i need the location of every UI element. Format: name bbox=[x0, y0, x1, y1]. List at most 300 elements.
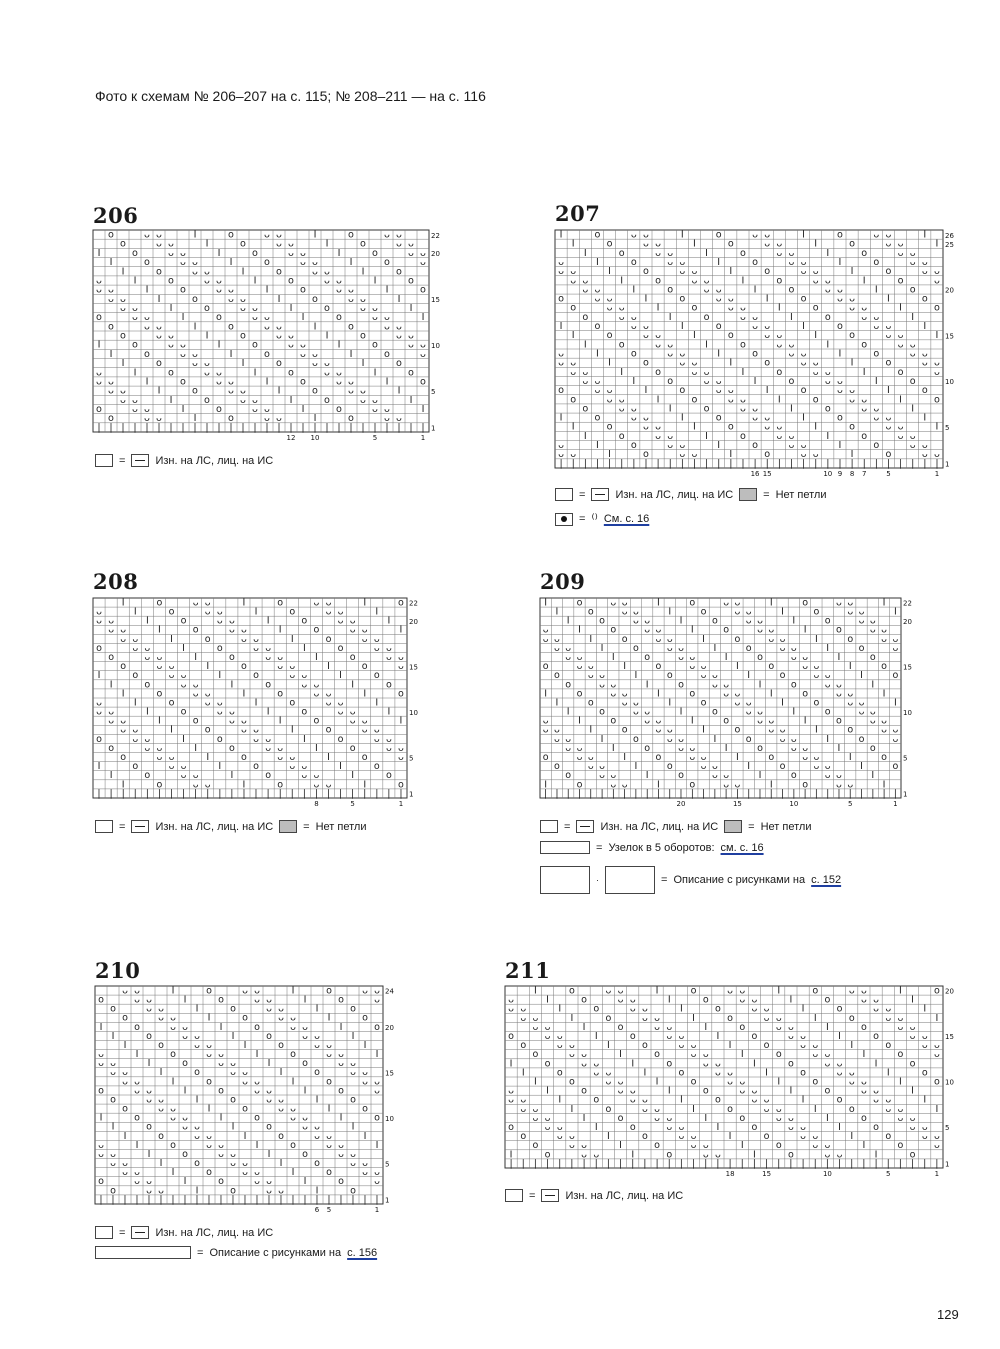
stitch-symbol: ᴗ bbox=[558, 266, 565, 278]
stitch-symbol: o bbox=[277, 597, 284, 609]
stitch-symbol: ᴗ bbox=[120, 394, 126, 406]
stitch-symbol: Ⅰ bbox=[753, 375, 757, 387]
stitch-symbol: o bbox=[156, 688, 163, 700]
stitch-symbol: Ⅰ bbox=[887, 293, 890, 305]
stitch-symbol: ᴗ bbox=[800, 256, 807, 268]
stitch-symbol: o bbox=[666, 1058, 673, 1070]
stitch-symbol: o bbox=[338, 1176, 344, 1188]
stitch-symbol: o bbox=[606, 238, 613, 250]
stitch-symbol: ᴗ bbox=[581, 1149, 588, 1161]
stitch-symbol: Ⅰ bbox=[623, 661, 627, 673]
stitch-symbol: o bbox=[204, 394, 210, 406]
column-number: 10 bbox=[822, 1170, 832, 1178]
stitch-symbol: ᴗ bbox=[158, 1094, 164, 1106]
bobble-icon bbox=[555, 513, 573, 526]
row-number: 1 bbox=[945, 1160, 950, 1169]
stitch-symbol: ᴗ bbox=[204, 597, 211, 609]
stitch-symbol: ᴗ bbox=[745, 615, 752, 627]
column-number: 1 bbox=[374, 1206, 380, 1214]
stitch-symbol: ᴗ bbox=[98, 1148, 104, 1160]
stitch-symbol: ᴗ bbox=[373, 642, 380, 654]
stitch-symbol: ᴗ bbox=[655, 633, 662, 645]
stitch-symbol: | bbox=[277, 422, 281, 434]
stitch-symbol: o bbox=[921, 385, 928, 397]
stitch-symbol: | bbox=[109, 422, 113, 434]
stitch-symbol: ᴗ bbox=[869, 715, 876, 727]
stitch-symbol: Ⅰ bbox=[596, 348, 599, 360]
stitch-symbol: | bbox=[409, 422, 413, 434]
stitch-symbol: ᴗ bbox=[374, 1176, 380, 1188]
column-number: 5 bbox=[886, 470, 891, 478]
stitch-symbol: ᴗ bbox=[703, 375, 710, 387]
stitch-symbol: Ⅰ bbox=[135, 1139, 139, 1151]
stitch-symbol: o bbox=[751, 1121, 758, 1133]
stitch-symbol: o bbox=[576, 688, 583, 700]
stitch-symbol: o bbox=[337, 733, 344, 745]
stitch-symbol: Ⅰ bbox=[680, 321, 684, 333]
stitch-symbol: ᴗ bbox=[252, 403, 258, 415]
stitch-symbol: | bbox=[741, 458, 745, 470]
stitch-symbol: ᴗ bbox=[581, 1058, 588, 1070]
stitch-symbol: o bbox=[554, 761, 560, 773]
stitch-symbol: ᴗ bbox=[265, 742, 272, 754]
stitch-symbol: o bbox=[739, 1021, 746, 1033]
stitch-symbol: | bbox=[521, 1158, 525, 1170]
stitch-symbol: Ⅰ bbox=[862, 1049, 866, 1061]
stitch-symbol: ᴗ bbox=[544, 1021, 551, 1033]
stitch-symbol: ᴗ bbox=[836, 284, 843, 296]
stitch-symbol: Ⅰ bbox=[814, 421, 818, 433]
stitch-symbol: o bbox=[300, 284, 306, 296]
stitch-symbol: ᴗ bbox=[885, 1103, 892, 1115]
stitch-symbol: ᴗ bbox=[881, 624, 887, 636]
stitch-symbol: | bbox=[898, 1158, 903, 1170]
stitch-symbol: ᴗ bbox=[204, 275, 210, 287]
stitch-symbol: ᴗ bbox=[544, 1112, 551, 1124]
stitch-symbol: | bbox=[290, 788, 294, 800]
stitch-symbol: Ⅰ bbox=[679, 706, 683, 718]
stitch-symbol: Ⅰ bbox=[279, 1158, 283, 1170]
row-number: 10 bbox=[945, 378, 954, 387]
stitch-symbol: ᴗ bbox=[337, 615, 344, 627]
stitch-symbol: ᴗ bbox=[108, 376, 114, 388]
stitch-symbol: ᴗ bbox=[230, 1067, 236, 1079]
stitch-symbol: o bbox=[666, 670, 673, 682]
stitch-symbol: Ⅰ bbox=[279, 1067, 283, 1079]
stitch-symbol: | bbox=[279, 1194, 283, 1206]
stitch-symbol: | bbox=[814, 788, 818, 800]
stitch-symbol: Ⅰ bbox=[171, 1167, 175, 1179]
stitch-symbol: ᴗ bbox=[678, 1131, 685, 1143]
stitch-symbol: Ⅰ bbox=[850, 1040, 854, 1052]
stitch-symbol: ᴗ bbox=[800, 266, 807, 278]
stitch-symbol: o bbox=[360, 238, 366, 250]
stitch-symbol: Ⅰ bbox=[337, 247, 341, 259]
stitch-symbol: Ⅰ bbox=[935, 421, 939, 433]
stitch-symbol: o bbox=[745, 642, 752, 654]
row-number: 22 bbox=[431, 231, 440, 240]
stitch-symbol: ᴗ bbox=[715, 284, 722, 296]
stitch-symbol: o bbox=[715, 412, 722, 424]
stitch-symbol: o bbox=[581, 994, 588, 1006]
stitch-symbol: ᴗ bbox=[739, 1085, 746, 1097]
stitch-symbol: ᴗ bbox=[420, 247, 426, 259]
stitch-symbol: o bbox=[763, 1131, 770, 1143]
stitch-symbol: Ⅰ bbox=[882, 597, 886, 609]
stitch-symbol: ᴗ bbox=[565, 742, 572, 754]
stitch-symbol: ᴗ bbox=[253, 633, 259, 645]
stitch-symbol: Ⅰ bbox=[363, 688, 367, 700]
stitch-symbol: o bbox=[599, 615, 605, 627]
stitch-symbol: ᴗ bbox=[254, 1167, 260, 1179]
stitch-symbol: o bbox=[542, 752, 549, 763]
stitch-symbol: o bbox=[336, 312, 342, 324]
stitch-symbol: | bbox=[195, 1194, 199, 1206]
stitch-symbol: Ⅰ bbox=[361, 358, 365, 370]
stitch-symbol: ᴗ bbox=[723, 688, 730, 700]
stitch-symbol: ᴗ bbox=[644, 615, 651, 627]
stitch-symbol: | bbox=[848, 788, 852, 800]
stitch-symbol: o bbox=[921, 293, 928, 305]
stitch-symbol: o bbox=[757, 742, 763, 754]
stitch-symbol: ᴗ bbox=[277, 661, 284, 673]
stitch-symbol: | bbox=[874, 1158, 878, 1170]
stitch-symbol: ᴗ bbox=[146, 1176, 152, 1188]
stitch-symbol: ᴗ bbox=[700, 670, 707, 682]
stitch-symbol: Ⅰ bbox=[351, 679, 355, 691]
stitch-symbol: o bbox=[230, 1185, 236, 1197]
stitch-symbol: Ⅰ bbox=[882, 688, 886, 700]
pattern-number-209: 209 bbox=[540, 569, 586, 594]
stitch-symbol: o bbox=[398, 688, 404, 700]
stitch-symbol: o bbox=[180, 376, 186, 388]
stitch-symbol: o bbox=[802, 597, 809, 609]
stitch-symbol: ᴗ bbox=[909, 430, 916, 442]
stitch-symbol: ᴗ bbox=[788, 339, 795, 351]
stitch-symbol: ᴗ bbox=[266, 1185, 272, 1197]
stitch-symbol: ᴗ bbox=[909, 1021, 916, 1033]
stitch-symbol: Ⅰ bbox=[181, 403, 185, 415]
stitch-symbol: | bbox=[753, 458, 757, 470]
stitch-symbol: ᴗ bbox=[146, 1003, 152, 1015]
stitch-symbol: o bbox=[301, 615, 308, 627]
stitch-symbol: Ⅰ bbox=[555, 697, 559, 709]
stitch-symbol: ᴗ bbox=[630, 229, 637, 241]
stitch-symbol: ᴗ bbox=[276, 229, 282, 241]
stitch-symbol: Ⅰ bbox=[657, 688, 660, 700]
stitch-symbol: Ⅰ bbox=[837, 742, 841, 754]
stitch-symbol: o bbox=[96, 403, 102, 415]
stitch-symbol: ᴗ bbox=[192, 597, 199, 609]
stitch-symbol: Ⅰ bbox=[183, 1176, 187, 1188]
stitch-symbol: ᴗ bbox=[632, 615, 639, 627]
stitch-symbol: ᴗ bbox=[277, 742, 284, 754]
stitch-symbol: ᴗ bbox=[642, 229, 649, 241]
stitch-symbol: Ⅰ bbox=[634, 761, 638, 773]
stitch-symbol: ᴗ bbox=[362, 1158, 368, 1170]
stitch-symbol: ᴗ bbox=[134, 985, 140, 997]
stitch-symbol: o bbox=[168, 697, 175, 709]
stitch-symbol: Ⅰ bbox=[582, 1112, 586, 1124]
stitch-symbol: | bbox=[291, 1194, 295, 1206]
stitch-symbol: Ⅰ bbox=[656, 394, 660, 406]
knitting-chart-211 bbox=[505, 986, 957, 1178]
stitch-symbol: Ⅰ bbox=[121, 597, 125, 609]
stitch-symbol: ᴗ bbox=[385, 642, 392, 654]
stitch-symbol: Ⅰ bbox=[717, 440, 721, 452]
stitch-symbol: ᴗ bbox=[252, 312, 258, 324]
stitch-symbol: Ⅰ bbox=[747, 670, 751, 682]
stitch-symbol: ᴗ bbox=[110, 1058, 116, 1070]
stitch-symbol: Ⅰ bbox=[619, 1140, 622, 1152]
stitch-symbol: ᴗ bbox=[361, 633, 368, 645]
stitch-symbol: o bbox=[836, 412, 843, 424]
stitch-symbol: | bbox=[780, 788, 785, 800]
stitch-symbol: Ⅰ bbox=[765, 385, 769, 397]
stitch-symbol: ᴗ bbox=[836, 679, 842, 691]
stitch-symbol: ᴗ bbox=[824, 679, 831, 691]
stitch-symbol: o bbox=[788, 284, 795, 296]
stitch-symbol: Ⅰ bbox=[596, 256, 599, 268]
stitch-symbol: Ⅰ bbox=[705, 339, 708, 351]
stitch-symbol: Ⅰ bbox=[242, 779, 246, 791]
stitch-symbol: o bbox=[714, 1003, 721, 1015]
stitch-symbol: Ⅰ bbox=[693, 421, 696, 433]
stitch-symbol: ᴗ bbox=[836, 597, 842, 609]
stitch-symbol: o bbox=[120, 238, 126, 250]
stitch-symbol: ᴗ bbox=[122, 985, 128, 997]
stitch-symbol: Ⅰ bbox=[534, 1076, 537, 1088]
stitch-symbol: ᴗ bbox=[714, 1149, 721, 1161]
stitch-symbol: ᴗ bbox=[678, 733, 684, 745]
stitch-symbol: o bbox=[812, 394, 819, 406]
stitch-symbol: ᴗ bbox=[96, 275, 102, 287]
stitch-symbol: ᴗ bbox=[617, 985, 624, 997]
stitch-symbol: ᴗ bbox=[739, 302, 746, 314]
stitch-symbol: o bbox=[508, 1030, 515, 1042]
stitch-symbol: Ⅰ bbox=[170, 633, 173, 645]
knitting-chart-209 bbox=[540, 598, 915, 808]
stitch-symbol: o bbox=[360, 330, 366, 342]
stitch-symbol: o bbox=[206, 1076, 212, 1088]
stitch-symbol: ᴗ bbox=[240, 385, 246, 397]
stitch-symbol: ᴗ bbox=[350, 1067, 356, 1079]
stitch-symbol: o bbox=[885, 357, 892, 369]
stitch-symbol: o bbox=[739, 1112, 746, 1124]
stitch-symbol: o bbox=[800, 293, 807, 305]
stitch-symbol: o bbox=[300, 376, 306, 388]
stitch-symbol: ᴗ bbox=[582, 366, 589, 378]
stitch-symbol: Ⅰ bbox=[838, 1030, 841, 1042]
stitch-symbol: Ⅰ bbox=[243, 1130, 247, 1142]
stitch-symbol: ᴗ bbox=[909, 339, 916, 351]
stitch-symbol: o bbox=[812, 985, 819, 997]
stitch-symbol: Ⅰ bbox=[645, 770, 649, 782]
stitch-symbol: Ⅰ bbox=[121, 688, 125, 700]
stitch-symbol: ᴗ bbox=[703, 284, 710, 296]
stitch-symbol: ᴗ bbox=[158, 1103, 164, 1115]
stitch-symbol: Ⅰ bbox=[241, 358, 245, 370]
stitch-symbol: o bbox=[132, 761, 139, 773]
stitch-symbol: | bbox=[611, 788, 615, 800]
stitch-symbol: Ⅰ bbox=[327, 1103, 331, 1115]
stitch-symbol: ᴗ bbox=[230, 1058, 236, 1070]
column-number: 10 bbox=[789, 800, 799, 808]
stitch-symbol: Ⅰ bbox=[702, 724, 705, 736]
stitch-symbol: Ⅰ bbox=[183, 1085, 187, 1097]
stitch-symbol: ᴗ bbox=[170, 1103, 176, 1115]
stitch-symbol: ᴗ bbox=[667, 348, 674, 360]
stitch-symbol: ᴗ bbox=[508, 1003, 515, 1015]
stitch-symbol: | bbox=[814, 458, 818, 470]
stitch-symbol: ᴗ bbox=[689, 742, 696, 754]
stitch-symbol: Ⅰ bbox=[667, 994, 671, 1006]
stitch-symbol: Ⅰ bbox=[313, 321, 317, 333]
stitch-symbol: Ⅰ bbox=[571, 421, 575, 433]
stitch-symbol: ᴗ bbox=[290, 1012, 296, 1024]
stitch-symbol: ᴗ bbox=[144, 312, 150, 324]
stitch-symbol: Ⅰ bbox=[315, 1185, 319, 1197]
stitch-symbol: ᴗ bbox=[768, 724, 775, 736]
stitch-symbol: Ⅰ bbox=[301, 403, 305, 415]
stitch-symbol: ᴗ bbox=[144, 229, 150, 241]
stitch-symbol: ᴗ bbox=[265, 642, 272, 654]
stitch-symbol: o bbox=[644, 742, 651, 754]
stitch-symbol: o bbox=[727, 1103, 734, 1115]
stitch-symbol: | bbox=[349, 422, 353, 434]
column-number: 20 bbox=[676, 800, 686, 808]
stitch-symbol: o bbox=[813, 697, 820, 709]
legend-208-purl: = Изн. на ЛС, лиц. на ИС = Нет петли bbox=[95, 820, 366, 833]
stitch-symbol: | bbox=[680, 458, 684, 470]
stitch-symbol: Ⅰ bbox=[862, 1140, 866, 1152]
stitch-symbol: o bbox=[301, 706, 308, 718]
stitch-symbol: ᴗ bbox=[921, 1040, 928, 1052]
column-number: 6 bbox=[314, 1206, 320, 1214]
stitch-symbol: Ⅰ bbox=[315, 1094, 319, 1106]
stitch-symbol: ᴗ bbox=[98, 1049, 104, 1061]
stitch-symbol: | bbox=[159, 1194, 163, 1206]
stitch-symbol: ᴗ bbox=[240, 293, 246, 305]
stitch-symbol: ᴗ bbox=[885, 421, 892, 433]
stitch-symbol: o bbox=[587, 697, 594, 709]
stitch-symbol: ᴗ bbox=[134, 1167, 140, 1179]
stitch-symbol: Ⅰ bbox=[205, 330, 209, 342]
stitch-symbol: o bbox=[788, 375, 795, 387]
stitch-symbol: ᴗ bbox=[242, 1158, 248, 1170]
row-number: 5 bbox=[945, 1124, 950, 1133]
stitch-symbol: o bbox=[933, 394, 940, 406]
stitch-symbol: ᴗ bbox=[302, 1121, 308, 1133]
pattern-number-208: 208 bbox=[93, 569, 139, 594]
stitch-symbol: Ⅰ bbox=[231, 1030, 235, 1042]
stitch-symbol: Ⅰ bbox=[315, 1003, 319, 1015]
column-number: 10 bbox=[310, 434, 320, 442]
stitch-symbol: Ⅰ bbox=[874, 1149, 878, 1161]
stitch-symbol: Ⅰ bbox=[781, 606, 784, 618]
stitch-symbol: o bbox=[715, 321, 722, 333]
stitch-symbol: ᴗ bbox=[776, 421, 783, 433]
stitch-symbol: Ⅰ bbox=[121, 358, 125, 370]
stitch-symbol: ᴗ bbox=[824, 770, 831, 782]
stitch-symbol: o bbox=[182, 1058, 188, 1070]
stitch-symbol: | bbox=[533, 1158, 538, 1170]
stitch-symbol: Ⅰ bbox=[600, 642, 604, 654]
stitch-symbol: ᴗ bbox=[800, 1121, 807, 1133]
stitch-symbol: o bbox=[372, 339, 378, 351]
stitch-symbol: ᴗ bbox=[679, 357, 686, 369]
stitch-symbol: | bbox=[169, 422, 173, 434]
stitch-symbol: | bbox=[558, 1158, 562, 1170]
stitch-symbol: o bbox=[338, 1085, 344, 1097]
stitch-symbol: o bbox=[605, 1012, 612, 1024]
stitch-symbol: o bbox=[800, 1067, 807, 1079]
stitch-symbol: Ⅰ bbox=[133, 367, 137, 379]
stitch-symbol: o bbox=[192, 624, 199, 636]
stitch-symbol: o bbox=[679, 385, 686, 397]
stitch-symbol: | bbox=[618, 1158, 623, 1170]
stitch-symbol: o bbox=[630, 256, 637, 268]
stitch-symbol: ᴗ bbox=[300, 257, 306, 269]
stitch-symbol: ᴗ bbox=[168, 339, 174, 351]
stitch-symbol: ᴗ bbox=[858, 697, 865, 709]
stitch-symbol: o bbox=[594, 412, 601, 424]
stitch-symbol: ᴗ bbox=[666, 1112, 673, 1124]
stitch-symbol: Ⅰ bbox=[243, 1039, 247, 1051]
stitch-symbol: ᴗ bbox=[570, 275, 577, 287]
stitch-symbol: Ⅰ bbox=[121, 266, 125, 278]
stitch-symbol: ᴗ bbox=[606, 302, 613, 314]
stitch-symbol: ᴗ bbox=[122, 1076, 128, 1088]
stitch-symbol: o bbox=[120, 661, 127, 673]
stitch-symbol: o bbox=[655, 752, 662, 763]
stitch-symbol: | bbox=[133, 788, 137, 800]
stitch-symbol: o bbox=[120, 752, 127, 763]
stitch-symbol: ᴗ bbox=[326, 1139, 332, 1151]
stitch-symbol: ᴗ bbox=[398, 652, 404, 663]
stitch-symbol: ᴗ bbox=[568, 1140, 575, 1152]
stitch-symbol: | bbox=[668, 458, 672, 470]
stitch-symbol: ᴗ bbox=[180, 339, 186, 351]
stitch-symbol: Ⅰ bbox=[217, 339, 221, 351]
stitch-symbol: o bbox=[752, 256, 759, 268]
stitch-symbol: ᴗ bbox=[921, 449, 928, 461]
stitch-symbol: Ⅰ bbox=[397, 385, 401, 397]
row-number: 20 bbox=[903, 617, 912, 626]
stitch-symbol: Ⅰ bbox=[147, 1148, 151, 1160]
stitch-symbol: ᴗ bbox=[240, 302, 246, 314]
column-number: 5 bbox=[350, 800, 355, 808]
stitch-symbol: ᴗ bbox=[520, 1012, 527, 1024]
stitch-symbol: ᴗ bbox=[813, 761, 820, 773]
stitch-symbol: ᴗ bbox=[565, 652, 572, 663]
stitch-symbol: o bbox=[933, 302, 940, 314]
stitch-symbol: Ⅰ bbox=[339, 761, 342, 773]
stitch-symbol: Ⅰ bbox=[680, 1003, 683, 1015]
stitch-symbol: o bbox=[861, 339, 868, 351]
stitch-symbol: o bbox=[218, 1085, 224, 1097]
stitch-symbol: ᴗ bbox=[336, 275, 342, 287]
stitch-symbol: ᴗ bbox=[325, 688, 332, 700]
stitch-symbol: ᴗ bbox=[715, 293, 722, 305]
row-number: 1 bbox=[903, 790, 908, 799]
stitch-symbol: ᴗ bbox=[568, 1049, 575, 1061]
stitch-symbol: o bbox=[751, 1030, 758, 1042]
stitch-symbol: ᴗ bbox=[156, 229, 162, 241]
stitch-symbol: ᴗ bbox=[860, 994, 867, 1006]
stitch-symbol: ᴗ bbox=[690, 1040, 697, 1052]
stitch-symbol: ᴗ bbox=[892, 733, 899, 745]
